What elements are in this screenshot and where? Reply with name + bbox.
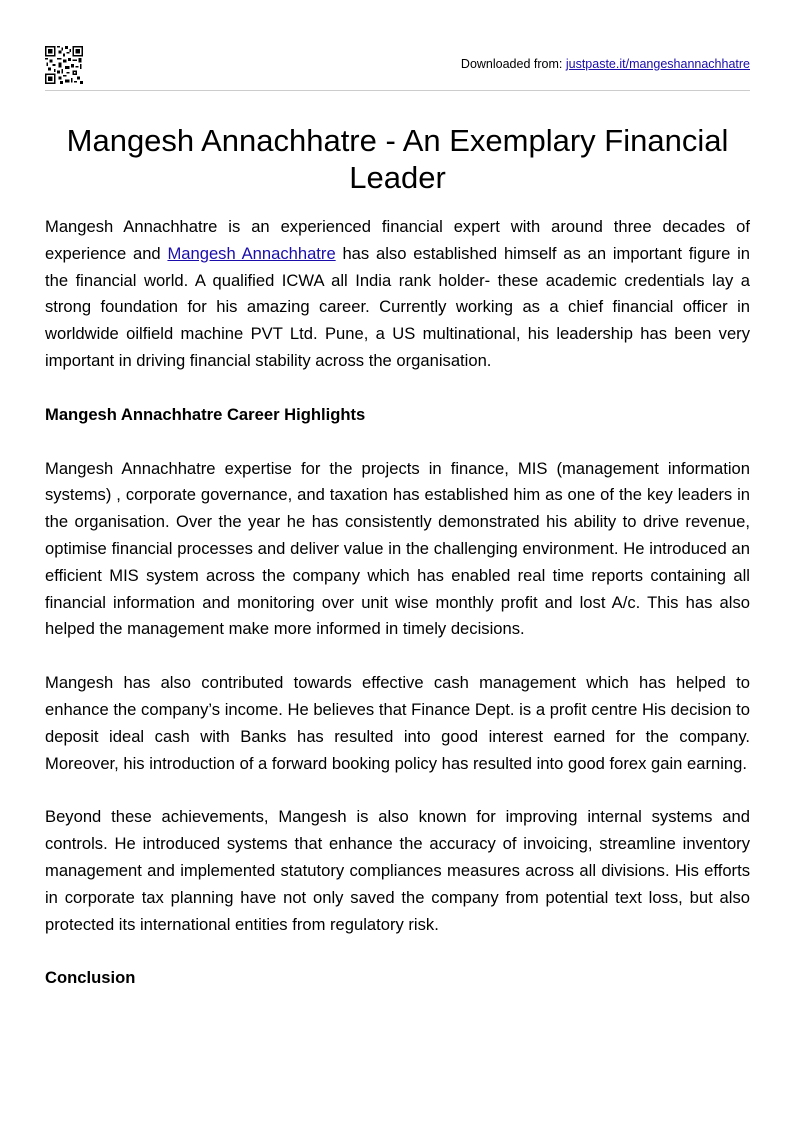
article-body [45, 214, 750, 1019]
section-heading-career-highlights: Mangesh Annachhatre Career Highlights [45, 404, 366, 424]
page-header [45, 46, 750, 90]
download-source [461, 57, 750, 71]
page-title: Mangesh Annachhatre - An Exemplary Financial Leader [66, 123, 729, 195]
author-link[interactable]: Mangesh Annachhatre [167, 243, 336, 263]
career-paragraph: Mangesh Annachhatre expertise for the projects in finance, MIS (management information systems) , corporate governance, and taxation has established him as one of the key leaders in the organisation. Over the year he has consistently demonstrated his ability to drive revenue, optimise financial processes and deliver value in the challenging environment. He introduced an efficient MIS system across the company which has enabled real time reports containing all financial information and monitoring over unit wise monthly profit and lost A/c. This has also helped the management make more informed in timely decisions. [45, 458, 750, 639]
header-divider [45, 90, 750, 91]
intro-text-end: has also established himself as an important figure in the financial world. A qualified ICWA all India rank holder- these academic credentials lay a strong foundation for his amazing career. Currently working as a chief financial officer in worldwide oilfield machine PVT Ltd. Pune, a US multinational, his leadership has been very important in driving financial stability across the organisation. [45, 243, 750, 370]
section-heading-conclusion: Conclusion [45, 968, 136, 988]
qr-code-icon [45, 46, 83, 84]
intro-text-start: Mangesh Annachhatre is an experienced financial expert with around three decades of experience and [45, 217, 750, 263]
career-paragraph: Beyond these achievements, Mangesh is also known for improving internal systems and controls. He introduced systems that enhance the accuracy of invoicing, streamline inventory management and implemented statutory compliances measures across all divisions. His efforts in corporate tax planning have not only saved the company from potential text loss, but also protected its international entities from regulatory risk. [45, 807, 750, 934]
intro-paragraph [45, 214, 750, 375]
career-paragraph: Mangesh has also contributed towards effective cash management which has helped to enhance the company’s income. He believes that Finance Dept. is a profit centre His decision to deposit ideal cash with Banks has resulted into good interest earned for the company. Moreover, his introduction of a forward booking policy has resulted into good forex gain earning. [45, 673, 750, 773]
download-label: Downloaded from: [460, 57, 566, 71]
source-link[interactable]: justpaste.it/mangeshannachhatre [565, 57, 750, 71]
